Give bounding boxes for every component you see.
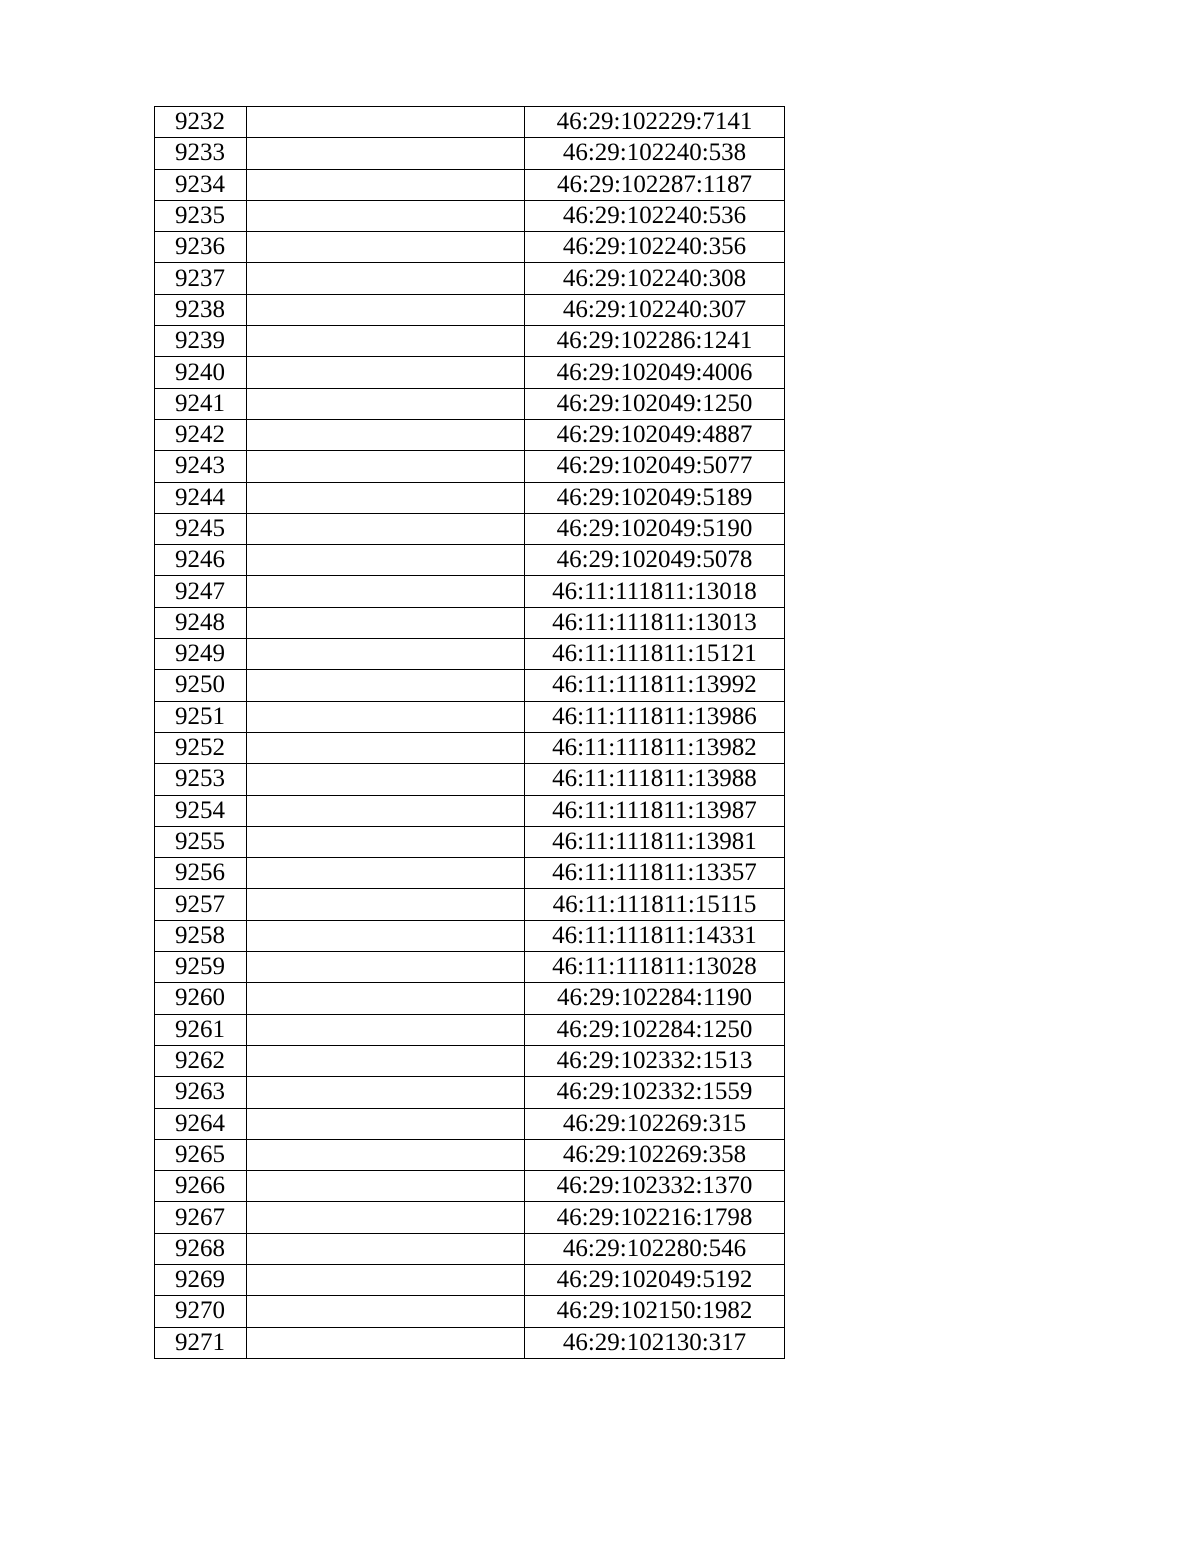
row-number-cell: 9233 [155, 138, 247, 169]
cadastral-number-cell: 46:11:111811:13018 [525, 576, 785, 607]
cadastral-number-cell: 46:29:102049:5078 [525, 545, 785, 576]
table-row [155, 639, 785, 670]
empty-cell [247, 670, 525, 701]
cadastral-number-cell: 46:11:111811:14331 [525, 920, 785, 951]
table-row [155, 764, 785, 795]
table-row [155, 858, 785, 889]
cadastral-number-cell: 46:11:111811:13992 [525, 670, 785, 701]
table-row [155, 232, 785, 263]
cadastral-number-cell: 46:29:102049:5189 [525, 482, 785, 513]
table-row [155, 1108, 785, 1139]
row-number-cell: 9261 [155, 1014, 247, 1045]
empty-cell [247, 920, 525, 951]
cadastral-number-cell: 46:29:102130:317 [525, 1327, 785, 1358]
empty-cell [247, 1108, 525, 1139]
table-row [155, 732, 785, 763]
cadastral-number-cell: 46:29:102240:538 [525, 138, 785, 169]
cadastral-number-cell: 46:29:102150:1982 [525, 1296, 785, 1327]
empty-cell [247, 889, 525, 920]
cadastral-number-cell: 46:29:102284:1250 [525, 1014, 785, 1045]
row-number-cell: 9234 [155, 169, 247, 200]
row-number-cell: 9254 [155, 795, 247, 826]
empty-cell [247, 1233, 525, 1264]
cadastral-number-cell: 46:29:102049:4006 [525, 357, 785, 388]
cadastral-number-cell: 46:29:102049:4887 [525, 419, 785, 450]
empty-cell [247, 1077, 525, 1108]
cadastral-number-cell: 46:29:102229:7141 [525, 107, 785, 138]
empty-cell [247, 169, 525, 200]
empty-cell [247, 607, 525, 638]
empty-cell [247, 1014, 525, 1045]
table-body [155, 107, 785, 1359]
table-row [155, 1077, 785, 1108]
row-number-cell: 9262 [155, 1045, 247, 1076]
table-row [155, 1264, 785, 1295]
empty-cell [247, 1202, 525, 1233]
empty-cell [247, 1139, 525, 1170]
row-number-cell: 9259 [155, 952, 247, 983]
empty-cell [247, 1171, 525, 1202]
table-row [155, 607, 785, 638]
cadastral-number-cell: 46:29:102049:5190 [525, 513, 785, 544]
row-number-cell: 9239 [155, 326, 247, 357]
row-number-cell: 9242 [155, 419, 247, 450]
cadastral-number-cell: 46:11:111811:13988 [525, 764, 785, 795]
cadastral-number-cell: 46:29:102049:5192 [525, 1264, 785, 1295]
cadastral-number-cell: 46:29:102269:315 [525, 1108, 785, 1139]
row-number-cell: 9255 [155, 826, 247, 857]
cadastral-number-cell: 46:11:111811:13357 [525, 858, 785, 889]
empty-cell [247, 545, 525, 576]
cadastral-number-cell: 46:29:102286:1241 [525, 326, 785, 357]
row-number-cell: 9247 [155, 576, 247, 607]
empty-cell [247, 764, 525, 795]
empty-cell [247, 294, 525, 325]
table-row [155, 545, 785, 576]
row-number-cell: 9251 [155, 701, 247, 732]
row-number-cell: 9258 [155, 920, 247, 951]
table-row [155, 482, 785, 513]
cadastral-number-cell: 46:29:102280:546 [525, 1233, 785, 1264]
cadastral-number-cell: 46:11:111811:15115 [525, 889, 785, 920]
empty-cell [247, 639, 525, 670]
row-number-cell: 9248 [155, 607, 247, 638]
table-row [155, 169, 785, 200]
table-row [155, 952, 785, 983]
empty-cell [247, 357, 525, 388]
cadastral-number-cell: 46:11:111811:13013 [525, 607, 785, 638]
row-number-cell: 9271 [155, 1327, 247, 1358]
row-number-cell: 9238 [155, 294, 247, 325]
empty-cell [247, 795, 525, 826]
empty-cell [247, 983, 525, 1014]
empty-cell [247, 200, 525, 231]
empty-cell [247, 1045, 525, 1076]
cadastral-number-cell: 46:29:102240:356 [525, 232, 785, 263]
empty-cell [247, 388, 525, 419]
cadastral-number-cell: 46:29:102287:1187 [525, 169, 785, 200]
cadastral-number-cell: 46:29:102332:1370 [525, 1171, 785, 1202]
table-row [155, 1327, 785, 1358]
table-row [155, 451, 785, 482]
row-number-cell: 9266 [155, 1171, 247, 1202]
table-row [155, 795, 785, 826]
empty-cell [247, 513, 525, 544]
table-row [155, 294, 785, 325]
row-number-cell: 9236 [155, 232, 247, 263]
table-row [155, 138, 785, 169]
cadastral-number-cell: 46:29:102332:1513 [525, 1045, 785, 1076]
row-number-cell: 9246 [155, 545, 247, 576]
table-row [155, 107, 785, 138]
cadastral-number-cell: 46:29:102049:5077 [525, 451, 785, 482]
row-number-cell: 9256 [155, 858, 247, 889]
empty-cell [247, 107, 525, 138]
empty-cell [247, 732, 525, 763]
row-number-cell: 9241 [155, 388, 247, 419]
table-row [155, 1014, 785, 1045]
empty-cell [247, 232, 525, 263]
row-number-cell: 9240 [155, 357, 247, 388]
row-number-cell: 9244 [155, 482, 247, 513]
empty-cell [247, 1264, 525, 1295]
empty-cell [247, 826, 525, 857]
cadastral-number-cell: 46:29:102240:307 [525, 294, 785, 325]
empty-cell [247, 138, 525, 169]
table-row [155, 263, 785, 294]
table-row [155, 889, 785, 920]
table-row [155, 513, 785, 544]
table-row [155, 670, 785, 701]
row-number-cell: 9253 [155, 764, 247, 795]
table-row [155, 576, 785, 607]
empty-cell [247, 858, 525, 889]
empty-cell [247, 482, 525, 513]
cadastral-number-cell: 46:11:111811:13986 [525, 701, 785, 732]
table-row [155, 1171, 785, 1202]
cadastral-number-cell: 46:29:102240:536 [525, 200, 785, 231]
row-number-cell: 9243 [155, 451, 247, 482]
table-row [155, 920, 785, 951]
table-row [155, 983, 785, 1014]
cadastral-number-cell: 46:11:111811:13982 [525, 732, 785, 763]
empty-cell [247, 952, 525, 983]
table-row [155, 200, 785, 231]
table-row [155, 826, 785, 857]
cadastral-number-cell: 46:29:102216:1798 [525, 1202, 785, 1233]
row-number-cell: 9245 [155, 513, 247, 544]
row-number-cell: 9269 [155, 1264, 247, 1295]
empty-cell [247, 326, 525, 357]
empty-cell [247, 576, 525, 607]
cadastral-number-cell: 46:11:111811:15121 [525, 639, 785, 670]
row-number-cell: 9235 [155, 200, 247, 231]
table-row [155, 388, 785, 419]
row-number-cell: 9264 [155, 1108, 247, 1139]
empty-cell [247, 1327, 525, 1358]
row-number-cell: 9265 [155, 1139, 247, 1170]
cadastral-number-cell: 46:29:102240:308 [525, 263, 785, 294]
row-number-cell: 9237 [155, 263, 247, 294]
row-number-cell: 9260 [155, 983, 247, 1014]
table-row [155, 419, 785, 450]
row-number-cell: 9252 [155, 732, 247, 763]
table-row [155, 1233, 785, 1264]
row-number-cell: 9267 [155, 1202, 247, 1233]
table-row [155, 1139, 785, 1170]
empty-cell [247, 701, 525, 732]
row-number-cell: 9268 [155, 1233, 247, 1264]
row-number-cell: 9250 [155, 670, 247, 701]
row-number-cell: 9257 [155, 889, 247, 920]
cadastral-number-cell: 46:29:102332:1559 [525, 1077, 785, 1108]
table-row [155, 357, 785, 388]
row-number-cell: 9232 [155, 107, 247, 138]
cadastral-number-cell: 46:29:102269:358 [525, 1139, 785, 1170]
row-number-cell: 9270 [155, 1296, 247, 1327]
table-row [155, 701, 785, 732]
cadastral-number-cell: 46:29:102284:1190 [525, 983, 785, 1014]
table-row [155, 326, 785, 357]
row-number-cell: 9263 [155, 1077, 247, 1108]
cadastral-table [154, 106, 785, 1359]
cadastral-number-cell: 46:11:111811:13981 [525, 826, 785, 857]
empty-cell [247, 419, 525, 450]
cadastral-number-cell: 46:11:111811:13987 [525, 795, 785, 826]
table-row [155, 1296, 785, 1327]
empty-cell [247, 1296, 525, 1327]
table-row [155, 1202, 785, 1233]
row-number-cell: 9249 [155, 639, 247, 670]
cadastral-number-cell: 46:11:111811:13028 [525, 952, 785, 983]
empty-cell [247, 451, 525, 482]
empty-cell [247, 263, 525, 294]
table-row [155, 1045, 785, 1076]
cadastral-number-cell: 46:29:102049:1250 [525, 388, 785, 419]
